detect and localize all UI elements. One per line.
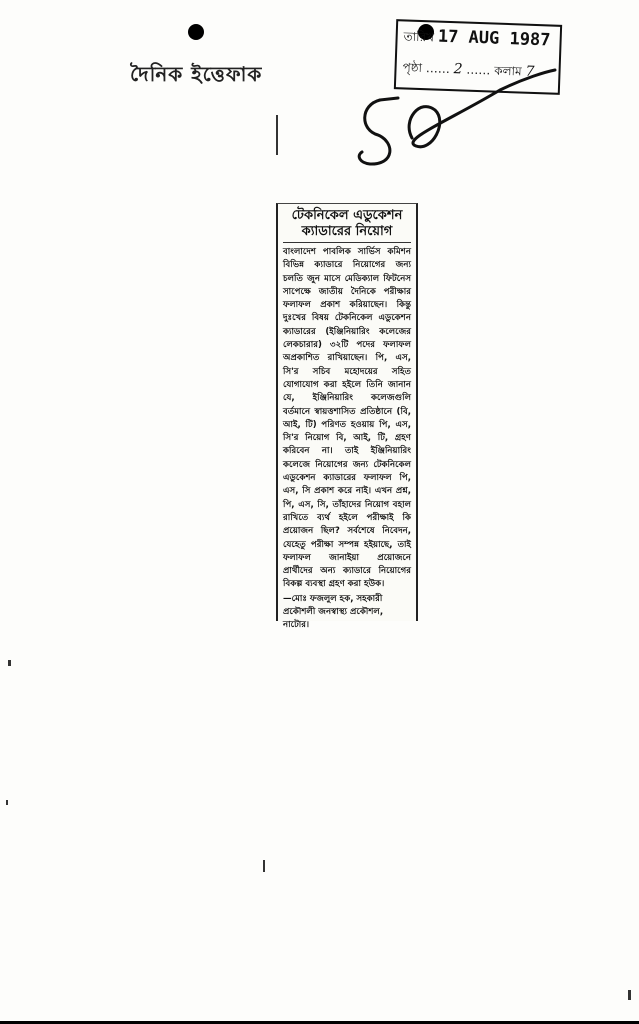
scan-speck (8, 660, 11, 666)
scan-speck (276, 115, 278, 155)
article-headline: টেকনিকেল এডুকেশন ক্যাডারের নিয়োগ (283, 208, 411, 243)
article-body: বাংলাদেশ পাবলিক সার্ভিস কমিশন বিভিন্ন ক্যাডারে নিয়োগের জন্য চলতি জুন মাসে মেডিক্যাল ফিটনেস সাপেক্ষে জাতীয় দৈনিকে পরীক্ষার ফলাফল প্রকাশ করিয়াছেন। কিন্তু দুঃখের বিষয় টেকনিকেল এডুকেশন ক্যাডারের (ইঞ্জিনিয়ারিং কলেজের লেকচারার) ৩২টি পদের ফলাফল অপ্রকাশিত রাখিয়াছেন। পি, এস, সি'র সচিব মহোদয়ের সহিত যোগাযোগ করা হইলে তিনি জানান যে, ইঞ্জিনিয়ারিং কলেজগুলি বর্তমানে স্বায়ত্তশাসিত প্রতিষ্ঠানে (বি, আই, টি) পরিণত হওয়ায় পি, এস, সি'র নিয়োগ বি, আই, টি, গ্রহণ করিবেন না। তাই ইঞ্জিনিয়ারিং কলেজে নিয়োগের জন্য টেকনিকেল এডুকেশন ক্যাডারের ফলাফল পি, এস, সি প্রকাশ করে নাই। এখন প্রশ্ন, পি, এস, সি, তাঁহাদের নিয়োগ বহাল রাখিতে ব্যর্থ হইলে পরীক্ষাই কি প্রয়োজন ছিল? সর্বশেষে নিবেদন, যেহেতু পরীক্ষা সম্পন্ন হইয়াছে, তাই ফলাফল জানাইয়া প্রয়োজনে প্রার্থীদের অন্য ক্যাডারে নিয়োগের বিকল্প ব্যবস্থা গ্রহণ করা হউক। (283, 247, 411, 590)
stamp-page-label: পৃষ্ঠা (402, 60, 423, 76)
stamp-page-value: 2 (453, 61, 463, 78)
punch-hole (188, 24, 204, 40)
newspaper-clipping (276, 203, 418, 631)
scan-speck (6, 800, 8, 805)
stamp-date-label: তারিখ (403, 29, 435, 45)
article-signature: —মোঃ ফজলুল হক, সহকারী প্রকৌশলী জনস্বাস্থ্য প্রকৌশল, নাটোর। (283, 593, 384, 631)
scan-speck (628, 990, 631, 1000)
date-stamp: তারিখ 17 AUG 1987 পৃষ্ঠা …… 2 …… কলাম 7 (394, 19, 562, 95)
stamp-column-value: 7 (525, 63, 535, 80)
handwritten-number-50 (340, 60, 580, 170)
scan-speck (263, 860, 265, 872)
newspaper-masthead: দৈনিক ইত্তেফাক (130, 62, 263, 86)
stamp-date-value: 17 AUG 1987 (437, 26, 551, 51)
stamp-column-label: কলাম (493, 63, 522, 79)
